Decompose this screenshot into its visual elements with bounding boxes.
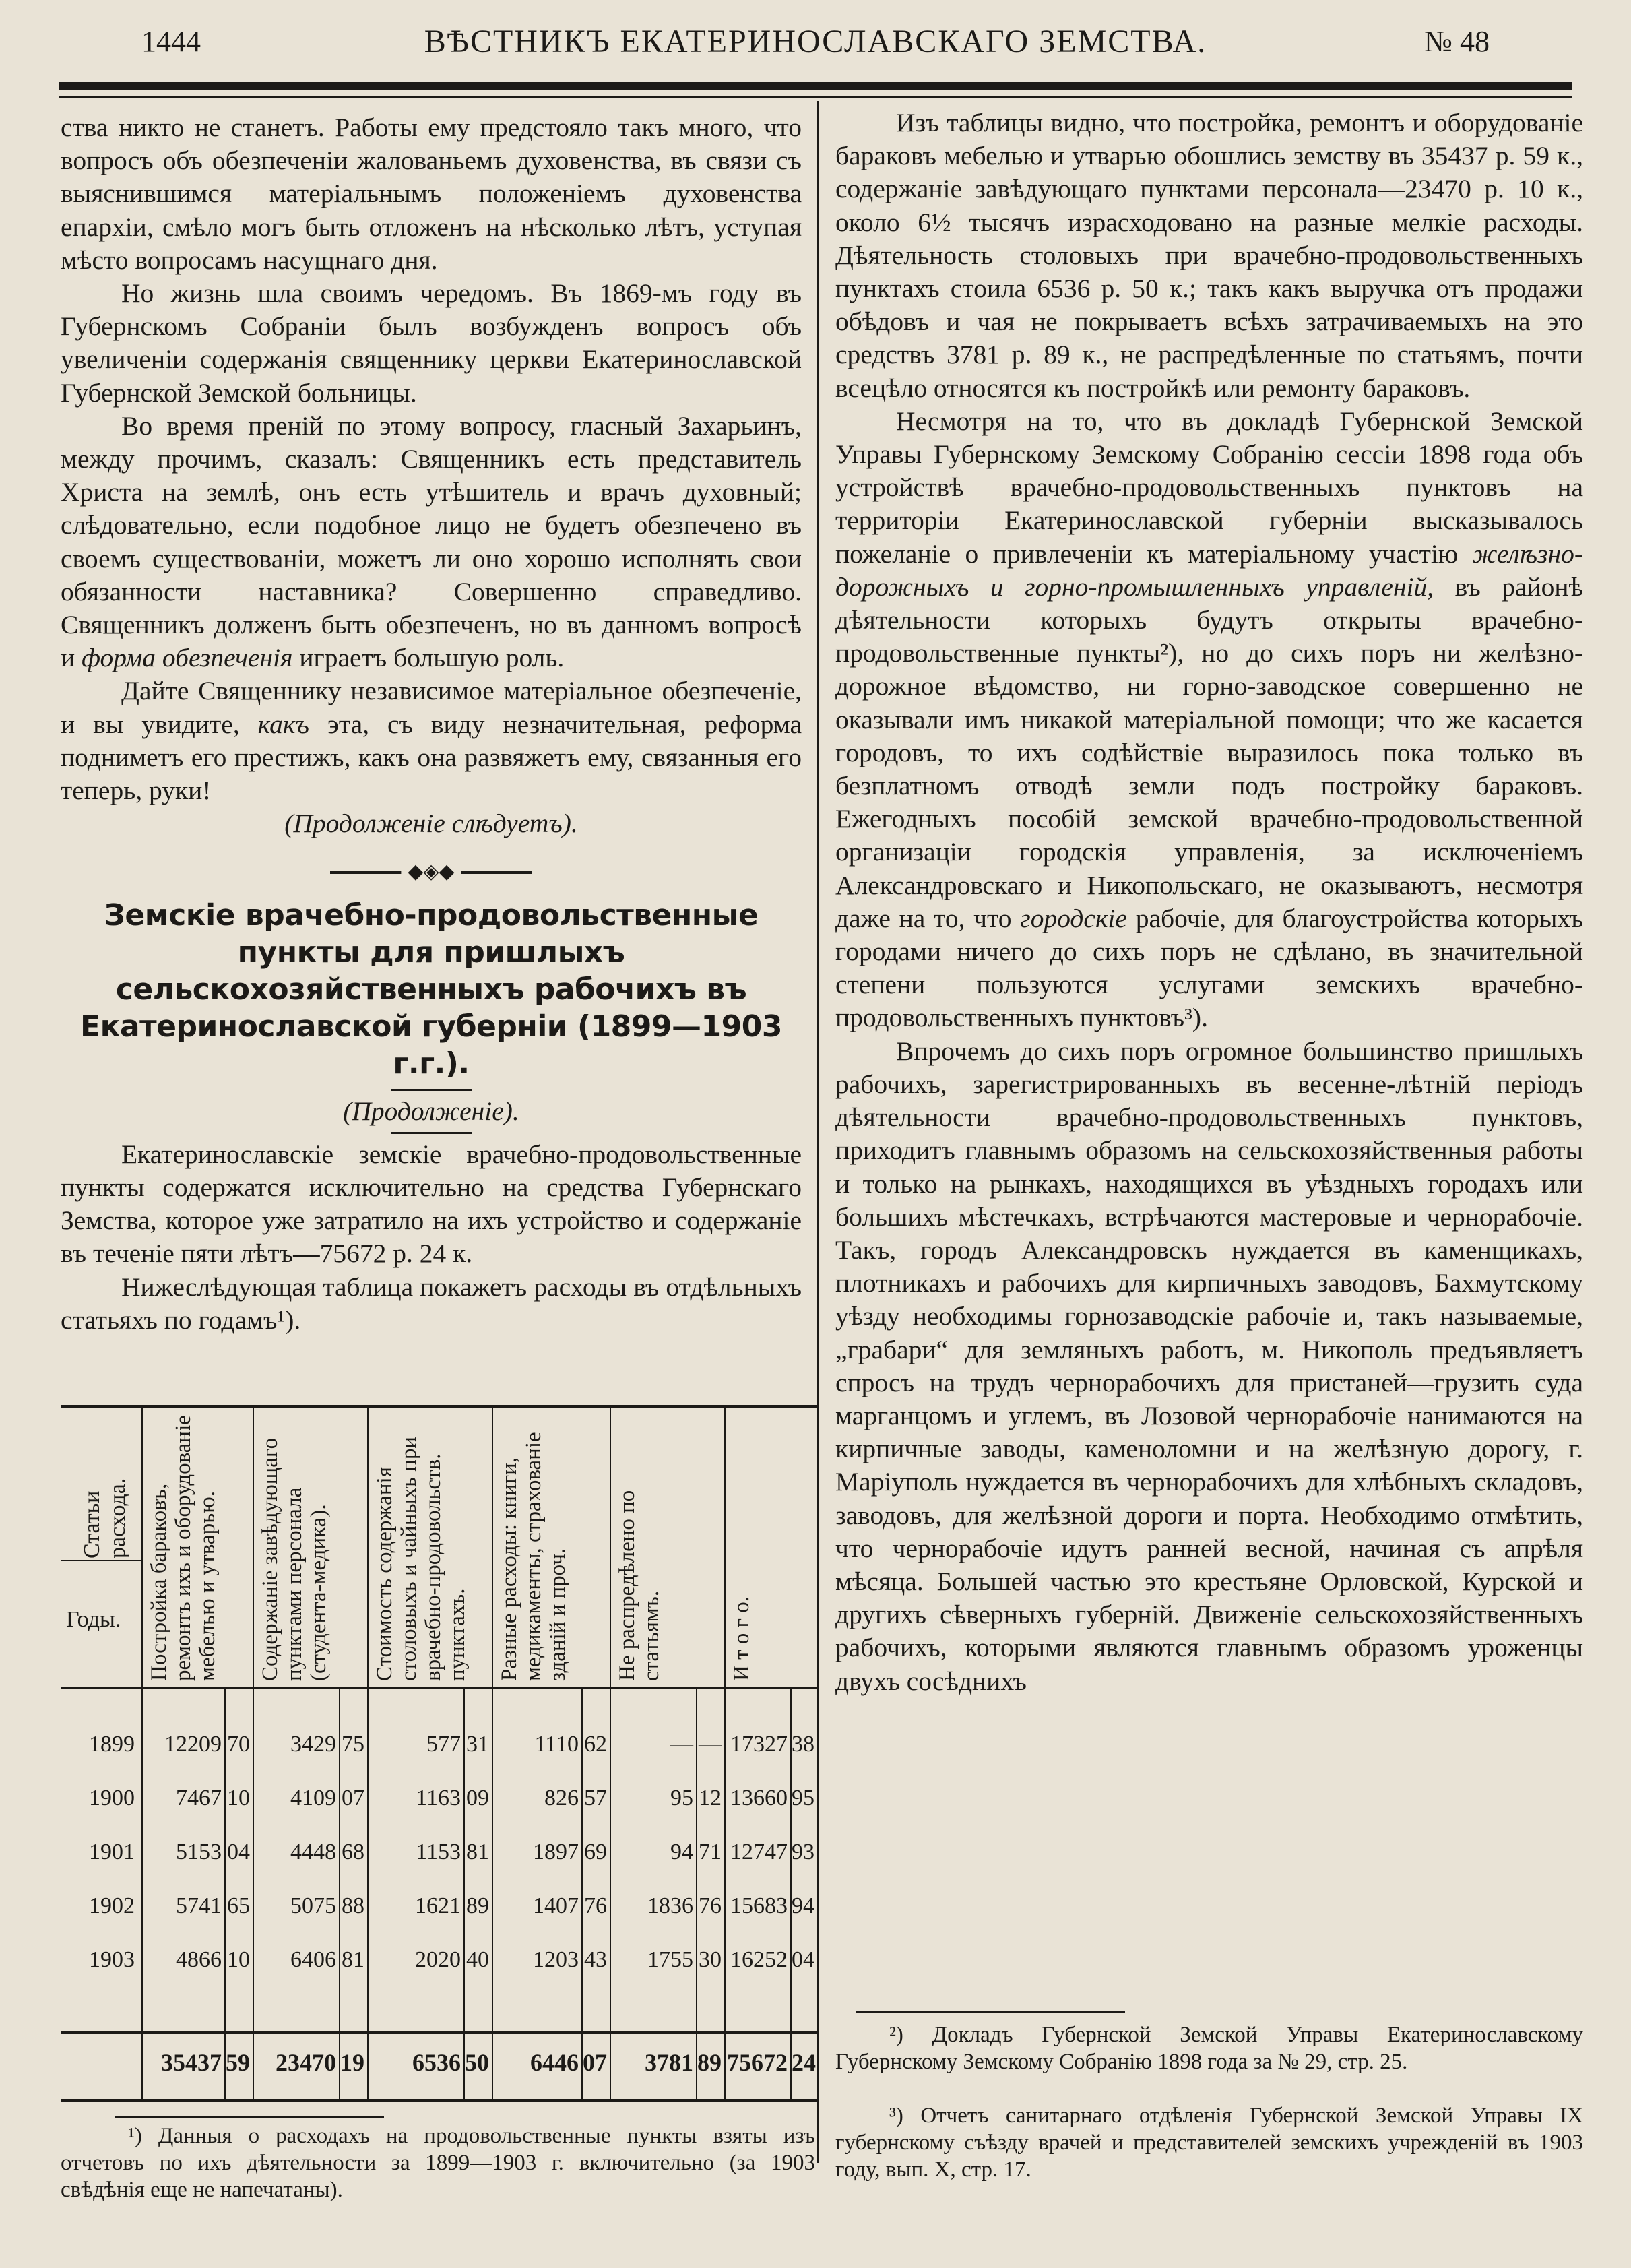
cell-rubles: 1897 (533, 1839, 579, 1864)
cell-rubles: 5153 (176, 1839, 222, 1864)
left-column (61, 111, 802, 1337)
cell-rubles: 12747 (730, 1839, 788, 1864)
cell-rubles: 1407 (533, 1893, 579, 1918)
cell-kopecks: — (699, 1732, 722, 1757)
cell-rubles: 1153 (416, 1839, 461, 1864)
paragraph-text: играетъ большую роль. (299, 643, 565, 673)
cell-rubles: 15683 (730, 1893, 788, 1918)
cell-kopecks: 76 (699, 1893, 722, 1918)
cell-kopecks: 88 (342, 1893, 364, 1918)
corner-label-articles: Статьи расхода. (79, 1478, 130, 1558)
header-rule-thin (59, 96, 1572, 98)
footnote-rule (115, 2116, 384, 2118)
paragraph: Екатеринославскіе земскіе врачебно-продовольственные пункты содержатся исключительно на средства Губернскаго Земства, которое уже затратило на ихъ устройство и содержаніе въ теченіе пяти лѣтъ—75672 р. 24 к. (61, 1139, 802, 1269)
cell-kopecks: 75 (342, 1732, 364, 1757)
journal-title: ВѢСТНИКЪ ЕКАТЕРИНОСЛАВСКАГО ЗЕМСТВА. (424, 24, 1207, 59)
paragraph-text: эта, съ виду незначительная, реформа подниметъ его престижъ, какъ она развяжетъ ему, связанныя его теперь, руки! (61, 709, 802, 806)
footnote-2: ²) Докладъ Губернской Земской Управы Екатеринославскому Губернскому Земскому Собранію 1898 года за № 29, стр. 25. (835, 2023, 1583, 2074)
cell-rubles: 17327 (730, 1732, 788, 1757)
total-kopecks: 59 (226, 2049, 250, 2076)
cell-kopecks: 65 (227, 1893, 250, 1918)
cell-rubles: 94 (670, 1839, 693, 1864)
paragraph (61, 410, 802, 675)
table-sum-rule (61, 2031, 817, 2034)
cell-kopecks: 04 (792, 1947, 814, 1972)
cell-kopecks: 09 (466, 1786, 489, 1810)
cell-rubles: 1163 (416, 1786, 461, 1810)
page-header (61, 20, 1570, 74)
column-header: Не распредѣлено по статьямъ. (615, 1490, 664, 1681)
cell-kopecks: 62 (584, 1732, 607, 1757)
total-kopecks: 50 (465, 2049, 489, 2076)
table-bottom-rule (61, 2099, 817, 2102)
cell-rubles: 16252 (730, 1947, 788, 1972)
total-kopecks: 19 (340, 2049, 364, 2076)
cell-rubles: 7467 (176, 1786, 222, 1810)
paragraph: Впрочемъ до сихъ поръ огромное большинство пришлыхъ рабочихъ, зарегистрированныхъ въ весенне-лѣтній періодъ дѣятельности врачебно-продовольственныхъ пунктовъ, приходитъ главнымъ образомъ на сельскохозяйственныя работы и только на рынкахъ, находящихся въ уѣздныхъ городахъ или большихъ мѣстечкахъ, встрѣчаются мастеровые и чернорабочіе. Такъ, городъ Александровскъ нуждается въ каменщикахъ, плотникахъ и рабочихъ для кирпичныхъ заводовъ, Бахмутскому уѣзду необходимы горнозаводскіе рабочіе и, такъ называемые, „грабари“ для земляныхъ работъ, м. Никополь предъявляетъ спросъ на трудъ чернорабочихъ для пристаней—грузить суда марганцомъ и углемъ, въ Лозовой чернорабочіе нанимаются на кирпичные заводы, каменоломни и на желѣзную дорогу, г. Маріуполь нуждается въ чернорабочихъ для хлѣбныхъ складовъ, заводовъ, для желѣзной дороги и порта. Необходимо отмѣтить, что чернорабочіе идутъ ранней весной, начиная съ апрѣля мѣсяца. Большей частью это крестьяне Орловской, Курской и другихъ сѣверныхъ губерній. Движеніе сельскохозяйственныхъ рабочихъ, которыми являются главнымъ образомъ уроженцы двухъ сосѣднихъ (835, 1036, 1583, 1696)
cell-kopecks: 04 (227, 1839, 250, 1864)
row-year: 1903 (89, 1947, 135, 1972)
column-header: Содержаніе завѣдующаго пунктами персонала (студента-медика). (258, 1437, 331, 1681)
cell-kopecks: 30 (699, 1947, 722, 1972)
cell-rubles: 577 (426, 1732, 461, 1757)
column-header: Постройка бараковъ, ремонтъ ихъ и оборудованіе мебелью и утварью. (147, 1415, 220, 1681)
cell-kopecks: 69 (584, 1839, 607, 1864)
footnote-1: ¹) Данныя о расходахъ на продовольственные пункты взяты изъ отчетовъ по ихъ дѣятельности за 1899—1903 г. включительно (за 1903 свѣдѣнія еще не напечатаны). (61, 2124, 815, 2202)
cell-kopecks: 68 (342, 1839, 364, 1864)
cell-rubles: 3429 (290, 1732, 336, 1757)
cell-kopecks: 43 (584, 1947, 607, 1972)
column-header: И т о г о. (730, 1596, 754, 1681)
ornament: ◆◈◆ (401, 862, 461, 882)
cell-kopecks: 93 (792, 1839, 814, 1864)
row-year: 1902 (89, 1893, 135, 1918)
to-be-continued: (Продолженіе слѣдуетъ). (284, 809, 578, 839)
cell-rubles: 6406 (290, 1947, 336, 1972)
cell-kopecks: 40 (466, 1947, 489, 1972)
cell-rubles: 13660 (730, 1786, 788, 1810)
cell-rubles: 826 (544, 1786, 579, 1810)
italic-word: какъ (257, 709, 309, 739)
paragraph-text: Несмотря на то, что въ докладѣ Губернской Земской Управы Губернскому Земскому Собранію сессіи 1898 года объ устройствѣ врачебно-продовольственныхъ пунктовъ на территоріи Екатеринославской губерніи высказывалось пожеланіе о привлеченіи къ матеріальному участію (835, 406, 1583, 569)
total-rubles: 6536 (412, 2049, 461, 2076)
cell-kopecks: 81 (342, 1947, 364, 1972)
italic-word: городскіе (1020, 903, 1127, 933)
paragraph (835, 405, 1583, 1035)
expenses-table (61, 1405, 817, 2099)
cell-kopecks: 70 (227, 1732, 250, 1757)
paragraph-text: Во время преній по этому вопросу, гласный Захарьинъ, между прочимъ, сказалъ: Священникъ есть представитель Христа на землѣ, онъ есть утѣшитель и врачъ духовный; слѣдовательно, если подобное лицо не будетъ обезпечено въ своемъ существованіи, можетъ ли оно хорошо исполнять свои обязанности наставника? Совершенно справедливо. Священникъ долженъ быть обезпеченъ, но въ данномъ вопросѣ и (61, 410, 802, 673)
paragraph-text: въ районѣ дѣятельности которыхъ будутъ открыты врачебно-продовольственные пункты²), но до сихъ поръ ни желѣзно-дорожное вѣдомство, ни горно-заводское совершенно не оказывали имъ никакой матеріальной помощи; что же касается городовъ, то ихъ содѣйствіе выразилось пока только въ безплатномъ отводѣ земли подъ постройку бараковъ. Ежегодныхъ пособій земской врачебно-продовольственной организаціи городскія управленія, за исключеніемъ Александровскаго и Никопольскаго, не оказываютъ, несмотря даже на то, что (835, 571, 1583, 933)
cell-kopecks: 12 (699, 1786, 722, 1810)
cell-kopecks: 07 (342, 1786, 364, 1810)
total-rubles: 75672 (727, 2049, 788, 2076)
column-header: Разные расходы: книги, медикаменты, страхованіе зданій и проч. (497, 1432, 570, 1681)
continuation-label: (Продолженіе). (343, 1096, 519, 1126)
cell-kopecks: 31 (466, 1732, 489, 1757)
paragraph-text: рабочіе, для благоустройства которыхъ городами ничего до сихъ поръ не сдѣлано, въ значительной степени пользуются услугами земскихъ врачебно-продовольственныхъ пунктовъ³). (835, 903, 1584, 1033)
cell-rubles: 1110 (534, 1732, 579, 1757)
cell-kopecks: 71 (699, 1839, 722, 1864)
ornament-separator (330, 854, 532, 887)
short-rule (391, 1089, 472, 1091)
cell-kopecks: 38 (792, 1732, 814, 1757)
cell-rubles: 5741 (176, 1893, 222, 1918)
total-kopecks: 89 (697, 2049, 722, 2076)
page-number: 1444 (141, 25, 201, 58)
cell-kopecks: 95 (792, 1786, 814, 1810)
total-rubles: 23470 (276, 2049, 336, 2076)
cell-rubles: 95 (670, 1786, 693, 1810)
cell-rubles: 4109 (290, 1786, 336, 1810)
total-kopecks: 24 (792, 2049, 816, 2076)
article-title: Земскіе врачебно-продовольственные пункты для пришлыхъ сельскохозяйственныхъ рабочихъ въ Екатеринославской губерніи (1899—1903 г.г.). (80, 897, 782, 1081)
cell-kopecks: 10 (227, 1947, 250, 1972)
footnote-rule (856, 2011, 1125, 2013)
column-header: Стоимость содержанія столовыхъ и чайныхъ при врачебно-продовольств. пунктахъ. (373, 1437, 470, 1681)
cell-kopecks: 94 (792, 1893, 814, 1918)
table-header-rule (61, 1687, 817, 1689)
paragraph-text: Дайте Священнику независимое матеріальное обезпеченіе, и вы увидите, (61, 676, 802, 739)
corner-divider (61, 1560, 141, 1561)
italic-phrase: форма обезпеченія (82, 643, 293, 673)
corner-label-years: Годы. (66, 1607, 121, 1632)
cell-kopecks: 10 (227, 1786, 250, 1810)
cell-rubles: 1836 (647, 1893, 693, 1918)
footnote-3: ³) Отчетъ санитарнаго отдѣленія Губернской Земской Управы IX губернскому съѣзду врачей и представителей земскихъ учрежденій въ 1903 году, вып. X, стр. 17. (835, 2104, 1583, 2182)
cell-rubles: 2020 (415, 1947, 461, 1972)
paragraph: Изъ таблицы видно, что постройка, ремонтъ и оборудованіе бараковъ мебелью и утварью обошлись земству въ 35437 р. 59 к., содержаніе завѣдующаго пунктами персонала—23470 р. 10 к., около 6½ тысячъ израсходовано на разные мелкіе расходы. Дѣятельность столовыхъ при врачебно-продовольственныхъ пунктахъ стоила 6536 р. 50 к.; такъ какъ выручка отъ продажи обѣдовъ и чая не покрываетъ всѣхъ затрачиваемыхъ на это средствъ 3781 р. 89 к., не распредѣленные по статьямъ, почти всецѣло относятся къ постройкѣ или ремонту бараковъ. (835, 108, 1583, 403)
paragraph (61, 674, 802, 807)
cell-kopecks: 89 (466, 1893, 489, 1918)
cell-rubles: 1621 (415, 1893, 461, 1918)
cell-rubles: 5075 (290, 1893, 336, 1918)
total-kopecks: 07 (583, 2049, 607, 2076)
cell-rubles: — (670, 1732, 693, 1757)
header-rule-thick (59, 82, 1572, 90)
cell-kopecks: 81 (466, 1839, 489, 1864)
right-column (835, 106, 1583, 1698)
cell-kopecks: 57 (584, 1786, 607, 1810)
total-rubles: 6446 (530, 2049, 579, 2076)
column-divider (817, 101, 819, 2163)
cell-rubles: 1203 (533, 1947, 579, 1972)
cell-rubles: 1755 (647, 1947, 693, 1972)
short-rule (391, 1132, 472, 1134)
row-year: 1901 (89, 1839, 135, 1864)
cell-rubles: 4448 (290, 1839, 336, 1864)
cell-rubles: 12209 (164, 1732, 222, 1757)
issue-number: № 48 (1424, 25, 1490, 58)
paragraph: Но жизнь шла своимъ чередомъ. Въ 1869-мъ году въ Губернскомъ Собраніи былъ возбужденъ вопросъ объ увеличеніи содержанія священнику церкви Екатеринославской Губернской Земской больницы. (61, 278, 802, 408)
cell-rubles: 4866 (176, 1947, 222, 1972)
total-rubles: 35437 (161, 2049, 222, 2076)
row-year: 1900 (89, 1786, 135, 1810)
paragraph: ства никто не станетъ. Работы ему предстояло такъ много, что вопросъ объ обезпеченіи жалованьемъ духовенства, въ связи съ выяснившимся матеріальнымъ положеніемъ духовенства епархіи, смѣло могъ быть отложенъ на нѣсколько лѣтъ, уступая мѣсто вопросамъ насущнаго дня. (61, 113, 802, 275)
row-year: 1899 (89, 1732, 135, 1757)
cell-kopecks: 76 (584, 1893, 607, 1918)
table-top-rule (61, 1405, 817, 1408)
total-rubles: 3781 (645, 2049, 693, 2076)
paragraph: Нижеслѣдующая таблица покажетъ расходы въ отдѣльныхъ статьяхъ по годамъ¹). (61, 1271, 802, 1335)
italic-phrase: желѣзно-дорожныхъ и горно-промышленныхъ управленій, (835, 538, 1584, 602)
